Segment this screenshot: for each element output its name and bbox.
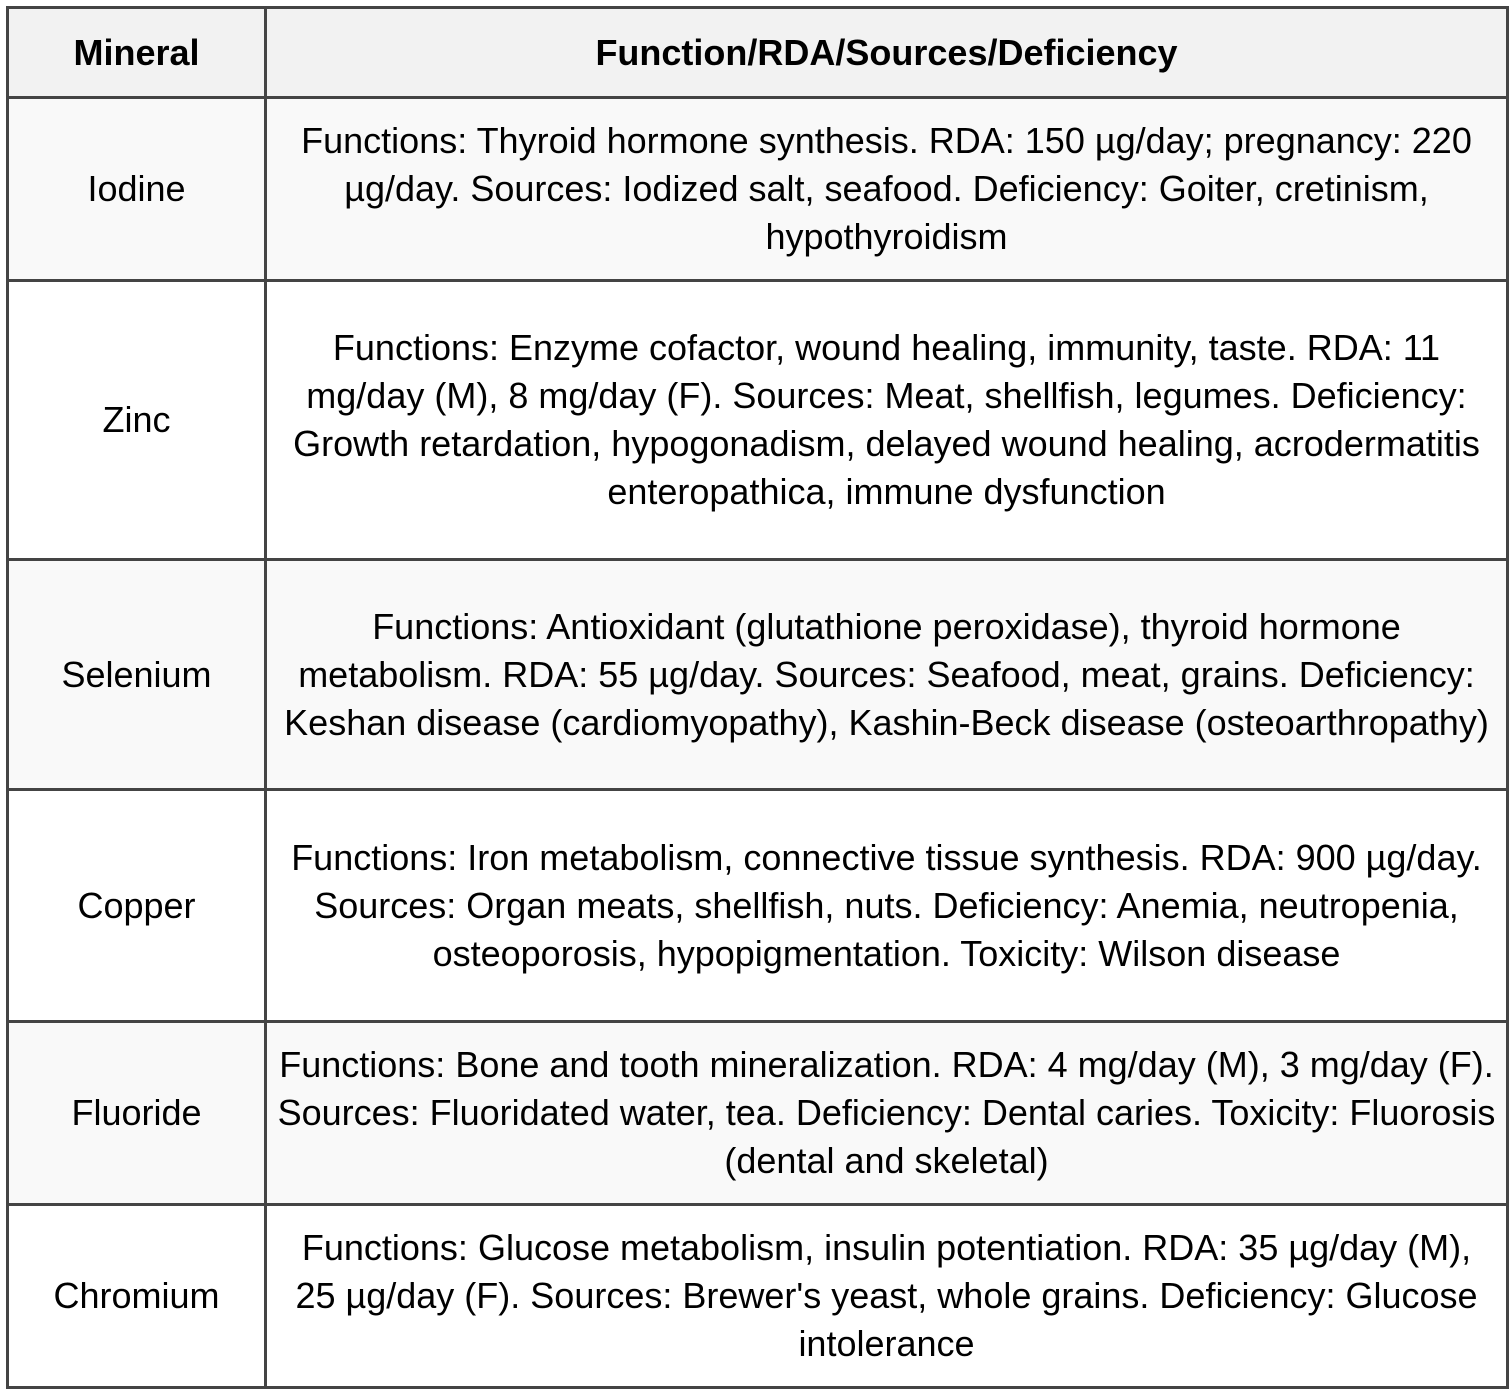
mineral-details: Functions: Glucose metabolism, insulin potentiation. RDA: 35 µg/day (M), 25 µg/day (F). Sources: Brewer's yeast, whole grains. Deficiency: Glucose intolerance xyxy=(266,1205,1508,1388)
mineral-details: Functions: Enzyme cofactor, wound healing, immunity, taste. RDA: 11 mg/day (M), 8 mg/day (F). Sources: Meat, shellfish, legumes. Deficiency: Growth retardation, hypogonadism, delayed wound healing, acrodermatitis enteropathica, immune dysfunction xyxy=(266,281,1508,560)
header-row xyxy=(8,8,1508,98)
mineral-details: Functions: Antioxidant (glutathione peroxidase), thyroid hormone metabolism. RDA: 55 µg/day. Sources: Seafood, meat, grains. Deficiency: Keshan disease (cardiomyopathy), Kashin-Beck disease (osteoarthropathy) xyxy=(266,560,1508,790)
mineral-name: Selenium xyxy=(8,560,266,790)
table-row-zinc xyxy=(8,281,1508,560)
mineral-details: Functions: Thyroid hormone synthesis. RDA: 150 µg/day; pregnancy: 220 µg/day. Sources: Iodized salt, seafood. Deficiency: Goiter, cretinism, hypothyroidism xyxy=(266,98,1508,281)
table-row-chromium xyxy=(8,1205,1508,1388)
mineral-details: Functions: Iron metabolism, connective tissue synthesis. RDA: 900 µg/day. Sources: Organ meats, shellfish, nuts. Deficiency: Anemia, neutropenia, osteoporosis, hypopigmentation. Toxicity: Wilson disease xyxy=(266,790,1508,1022)
header-details: Function/RDA/Sources/Deficiency xyxy=(266,8,1508,98)
mineral-name: Chromium xyxy=(8,1205,266,1388)
mineral-details: Functions: Bone and tooth mineralization. RDA: 4 mg/day (M), 3 mg/day (F). Sources: Fluoridated water, tea. Deficiency: Dental caries. Toxicity: Fluorosis (dental and skeletal) xyxy=(266,1022,1508,1205)
table-row-selenium xyxy=(8,560,1508,790)
header-mineral: Mineral xyxy=(8,8,266,98)
mineral-name: Fluoride xyxy=(8,1022,266,1205)
mineral-name: Zinc xyxy=(8,281,266,560)
table-row-copper xyxy=(8,790,1508,1022)
mineral-name: Copper xyxy=(8,790,266,1022)
table-row-iodine xyxy=(8,98,1508,281)
minerals-table xyxy=(6,6,1509,1389)
table-row-fluoride xyxy=(8,1022,1508,1205)
mineral-name: Iodine xyxy=(8,98,266,281)
